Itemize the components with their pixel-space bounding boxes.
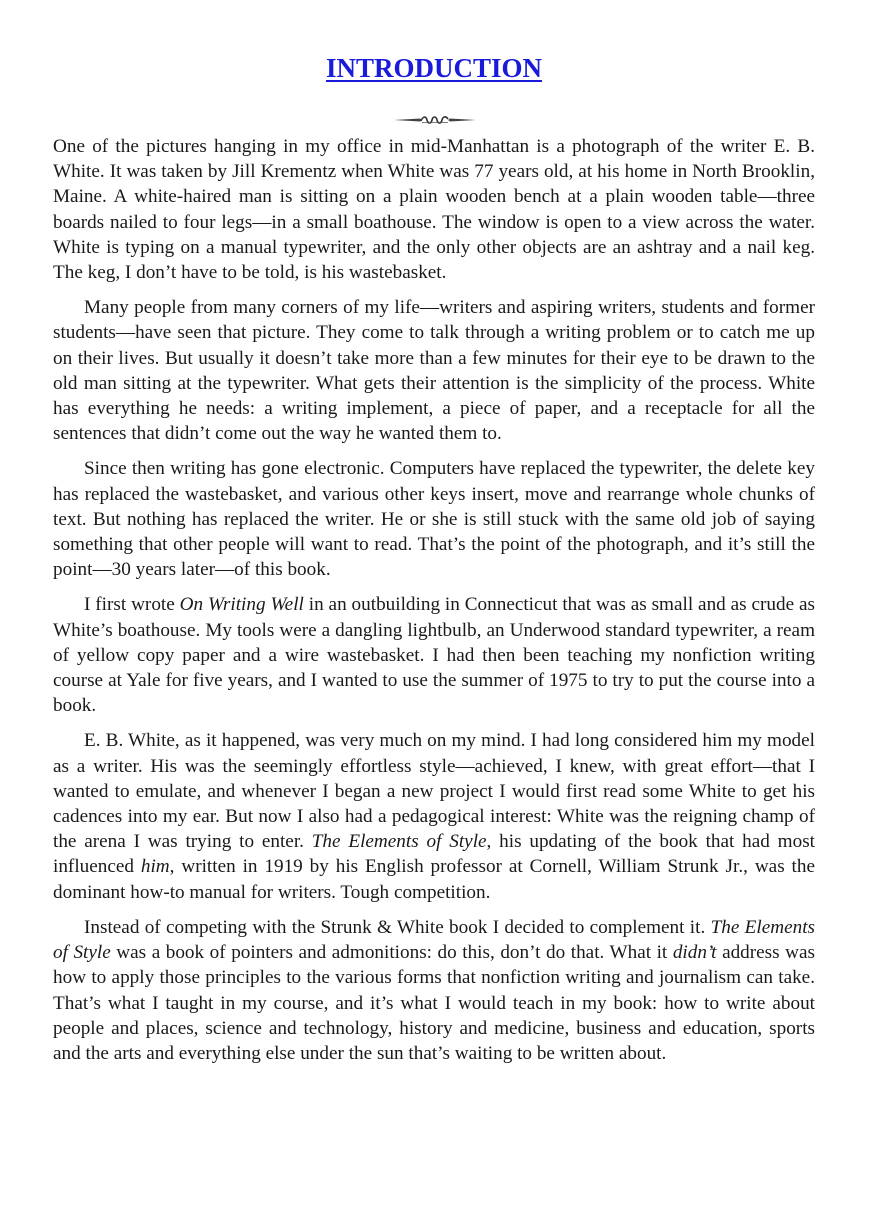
- emphasis-italic: didn’t: [672, 942, 717, 964]
- book-title-italic: The Elements of Style: [53, 916, 815, 964]
- paragraph-5-text: , his updating of the book that had most influenced: [53, 831, 816, 878]
- paragraph-2: Many people from many corners of my life—writers and aspiring writers, students and former students—have seen that picture. They come to talk through a writing problem or to catch me up on their lives. But usually it doesn’t take more than a few minutes for their eye to be drawn to the old man sitting at the typewriter. What gets their attention is the simplicity of the process. White has everything he needs: a writing implement, a piece of paper, and a receptacle for all the sentences that didn’t come out the way he wanted them to.: [53, 297, 815, 445]
- paragraph-4: [53, 592, 815, 718]
- decorative-flourish-icon: [392, 113, 478, 127]
- paragraph-5: [53, 728, 815, 904]
- paragraph-4-text: in an outbuilding in Connecticut that was as small and as crude as White’s boathouse. My tools were a dangling lightbulb, an Underwood standard typewriter, a ream of yellow copy paper and a wire wastebasket. I had then been teaching my nonfiction writing course at Yale for five years, and I wanted to use the summer of 1975 to try to put the course into a book.: [53, 594, 815, 717]
- chapter-body: [53, 134, 815, 1076]
- paragraph-4-text: I first wrote: [84, 594, 180, 616]
- chapter-title[interactable]: INTRODUCTION: [325, 53, 543, 83]
- paragraph-6-text: was a book of pointers and admonitions: do this, don’t do that. What it: [110, 942, 673, 964]
- paragraph-6: [53, 915, 815, 1066]
- paragraph-6-text: address was how to apply those principles to the various forms that nonfiction writing and journalism can take. That’s what I taught in my course, and it’s what I would teach in my book: how to write about people and places, science and technology, history and medicine, business and education, sports and the arts and everything else under the sun that’s waiting to be written about.: [53, 942, 815, 1064]
- emphasis-italic: him: [140, 856, 170, 878]
- book-title-italic: The Elements of Style: [311, 831, 487, 853]
- paragraph-5-text: , written in 1919 by his English professor at Cornell, William Strunk Jr., was the dominant how-to manual for writers. Tough competition.: [53, 856, 815, 903]
- paragraph-5-text: E. B. White, as it happened, was very much on my mind. I had long considered him my model as a writer. His was the seemingly effortless style—achieved, I knew, with great effort—that I wanted to emulate, and whenever I began a new project I would first read some White to get his cadences into my ear. But now I also had a pedagogical interest: White was the reigning champ of the arena I was trying to enter.: [53, 730, 815, 853]
- paragraph-6-text: Instead of competing with the Strunk & White book I decided to complement it.: [84, 916, 711, 938]
- book-title-italic: On Writing Well: [179, 594, 304, 616]
- paragraph-3: Since then writing has gone electronic. Computers have replaced the typewriter, the delete key has replaced the wastebasket, and various other keys insert, move and rearrange whole chunks of text. But nothing has replaced the writer. He or she is still stuck with the same old job of saying something that other people will want to read. That’s the point of the photograph, and it’s still the point—30 years later—of this book.: [53, 458, 815, 581]
- paragraph-1: One of the pictures hanging in my office in mid-Manhattan is a photograph of the writer E. B. White. It was taken by Jill Krementz when White was 77 years old, at his home in North Brooklin, Maine. A white-haired man is sitting on a plain wooden bench at a plain wooden table—three boards nailed to four legs—in a small boathouse. The window is open to a view across the water. White is typing on a manual typewriter, and the only other objects are an ashtray and a nail keg. The keg, I don’t have to be told, is his wastebasket.: [53, 136, 815, 284]
